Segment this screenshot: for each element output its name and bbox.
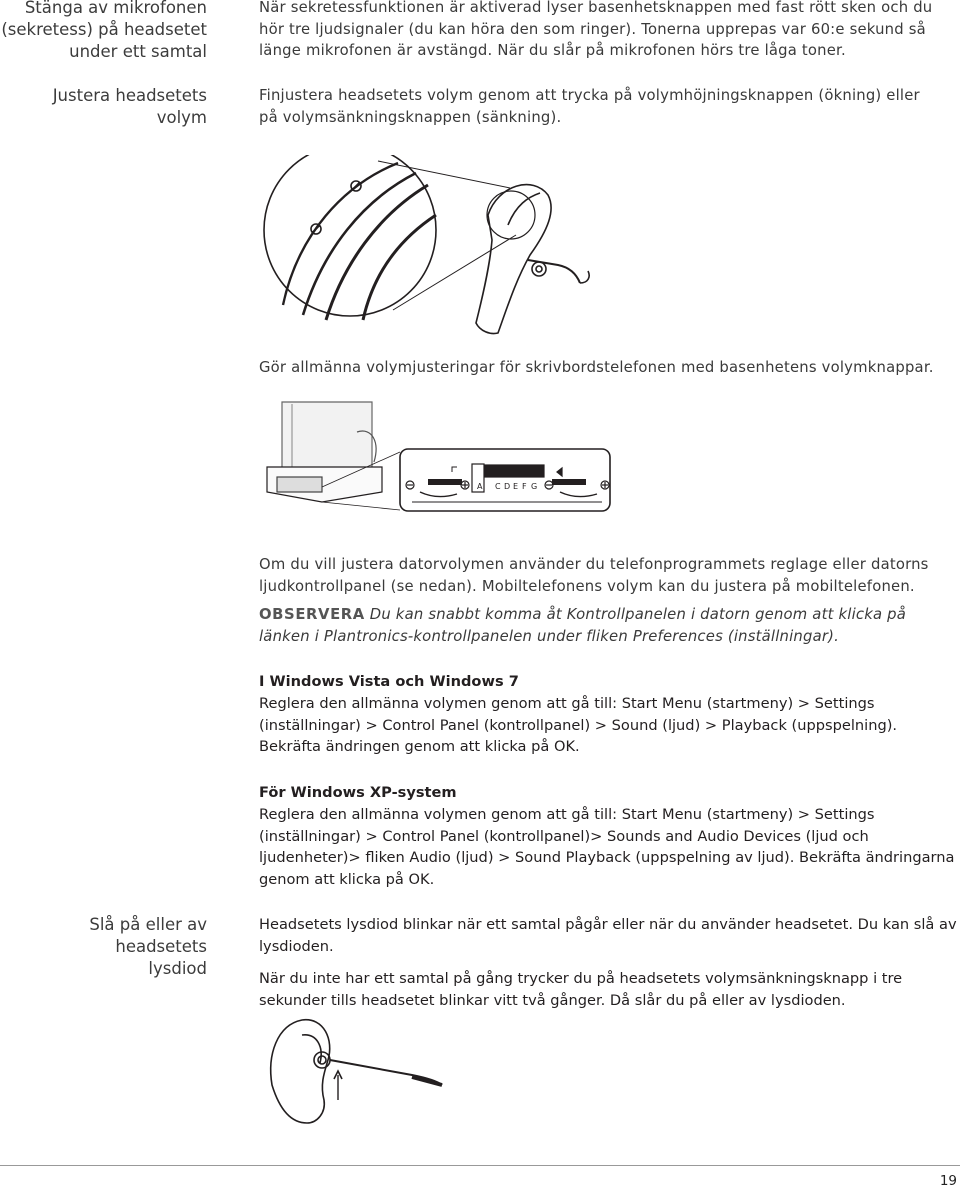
led-heading xyxy=(0,914,207,980)
led-text-2: När du inte har ett samtal på gång trycker du på headsetets volymsänkningsknapp i tre sekunder tills headsetet blinkar vitt två gånger. Då slår du på eller av lysdioden. xyxy=(259,970,903,1009)
volume-text-2: Gör allmänna volymjusteringar för skrivbordstelefonen med basenhetens volymknappar. xyxy=(259,359,934,376)
mute-heading-line1: Stänga av mikrofonen xyxy=(24,0,207,17)
mute-heading-line2: (sekretess) på headsetet xyxy=(1,20,207,39)
vista-heading: I Windows Vista och Windows 7 xyxy=(259,673,519,690)
mic-icon xyxy=(452,467,457,472)
led-text-1: Headsetets lysdiod blinkar när ett samtal pågår eller när du använder headsetet. Du kan slå av lysdioden. xyxy=(259,916,957,955)
note-lead: OBSERVERA xyxy=(259,606,365,623)
volume-text-1: Finjustera headsetets volym genom att trycka på volymhöjningsknappen (ökning) eller på volymsänkningsknappen (sänkning). xyxy=(259,87,920,126)
led-heading-line2: lysdiod xyxy=(148,959,207,978)
switch-letter-e: E xyxy=(513,482,519,491)
speaker-icon xyxy=(557,468,562,476)
xp-text: Reglera den allmänna volymen genom att gå till: Start Menu (startmeny) > Settings (inställningar) > Control Panel (kontrollpanel)> Sounds and Audio Devices (ljud och ljudenheter)> fliken Audio (ljud) > Sound Playback (uppspelning av ljud). Bekräfta ändringarna genom att klicka på OK. xyxy=(259,806,955,888)
switch-letter-a: A xyxy=(477,482,483,491)
mute-text: När sekretessfunktionen är aktiverad lyser basenhetsknappen med fast rött sken och du hör tre ljudsignaler (du kan höra den som ringer). Tonerna upprepas var 60:e sekund så länge mikrofonen är avstängd. När du slår på mikrofonen hörs tre låga toner. xyxy=(259,0,933,60)
footer-rule xyxy=(0,1165,960,1166)
base-unit-illustration xyxy=(262,392,622,527)
volume-heading: Justera headsetets volym xyxy=(52,86,207,127)
switch-letter-f: F xyxy=(522,482,527,491)
vista-text: Reglera den allmänna volymen genom att gå till: Start Menu (startmeny) > Settings (inställningar) > Control Panel (kontrollpanel) > Sound (ljud) > Playback (uppspelning). Bekräfta ändringen genom att klicka på OK. xyxy=(259,695,898,756)
led-heading-line1: Slå på eller av headsetets xyxy=(89,915,207,956)
note xyxy=(259,604,959,647)
headset-volume-illustration xyxy=(258,155,598,340)
mute-heading xyxy=(0,0,207,63)
mute-heading-line3: under ett samtal xyxy=(69,42,207,61)
headset-led-illustration xyxy=(262,1015,462,1130)
switch-letter-g: G xyxy=(531,482,538,491)
page-number: 19 xyxy=(939,1173,957,1189)
switch-letters xyxy=(477,482,537,491)
switch-letter-d: D xyxy=(504,482,511,491)
switch-letter-c: C xyxy=(495,482,501,491)
note-body: Du kan snabbt komma åt Kontrollpanelen i datorn genom att klicka på länken i Plantronics-kontrollpanelen under fliken Preferences (inställningar). xyxy=(259,606,907,645)
volume-text-3: Om du vill justera datorvolymen använder du telefonprogrammets reglage eller datorns ljudkontrollpanel (se nedan). Mobiltelefonens volym kan du justera på mobiltelefonen. xyxy=(259,556,929,595)
xp-heading: För Windows XP-system xyxy=(259,784,457,801)
